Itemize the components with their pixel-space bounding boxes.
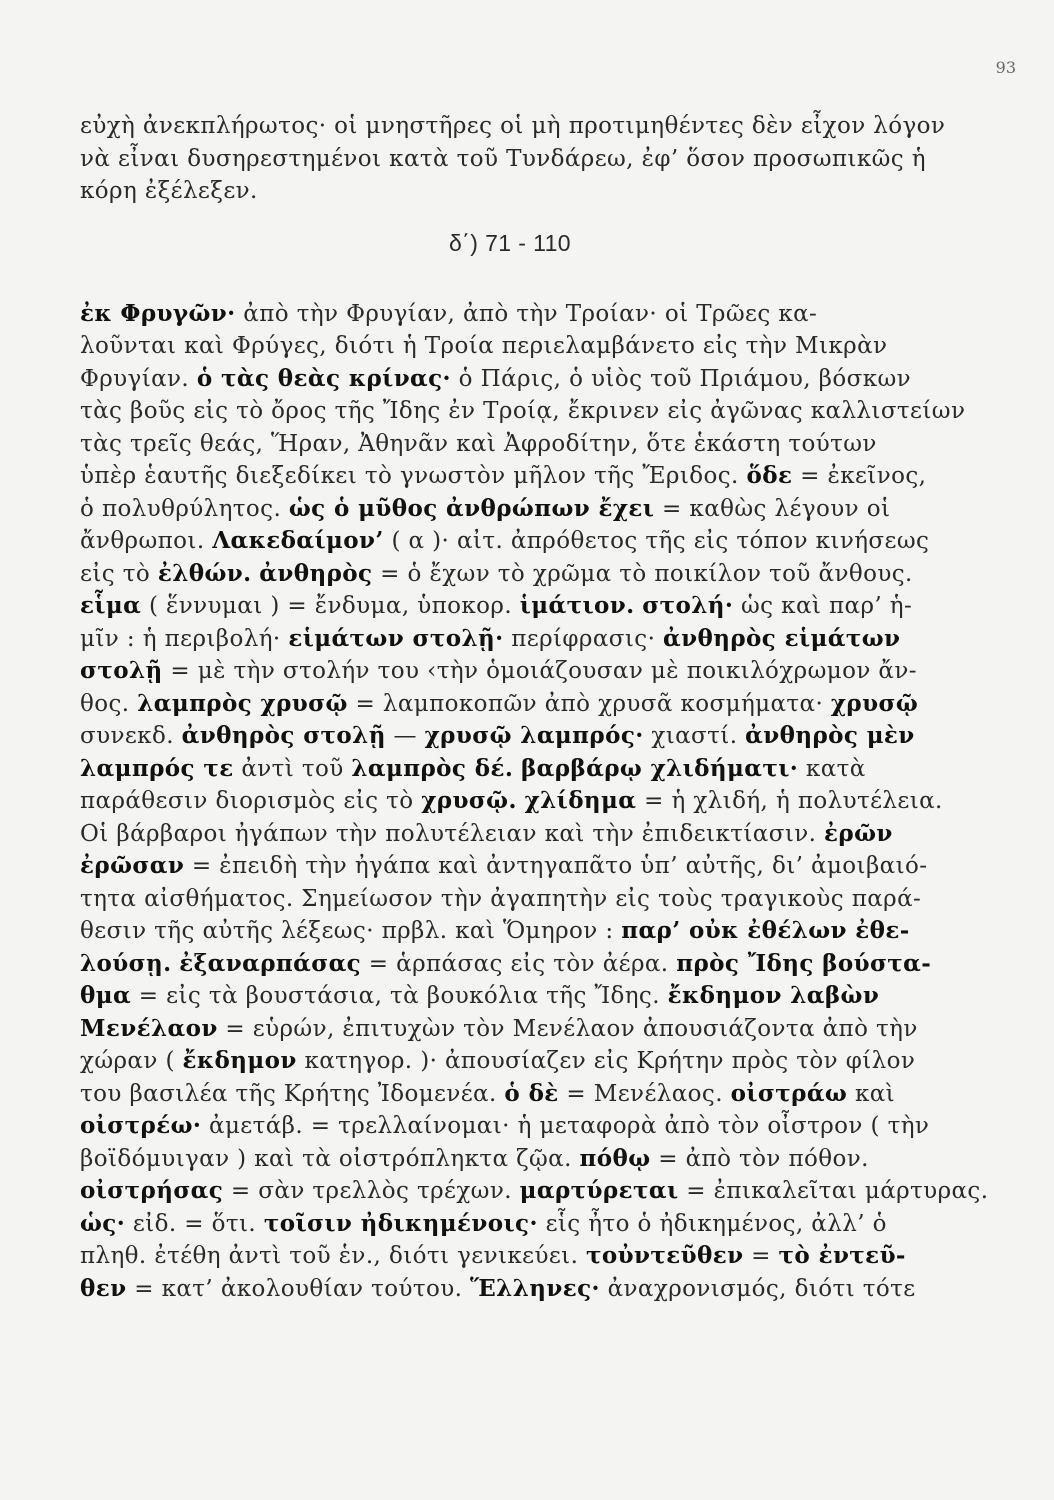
page-number: 93 — [995, 58, 1016, 77]
page-content — [80, 110, 989, 1305]
gloss-text: = σὰν τρελλὸς τρέχων. — [223, 1178, 520, 1204]
lemma: ἱμάτιον. — [519, 592, 635, 619]
lemma: θμα — [80, 982, 132, 1009]
text-line — [80, 753, 940, 786]
lemma: Ἕλληνες· — [470, 1274, 600, 1302]
gloss-text: = λαμποκοπῶν ἀπὸ χρυσᾶ κοσμήματα· — [347, 690, 831, 717]
text-line — [80, 493, 940, 526]
gloss-text: τὰς βοῦς εἰς τὸ ὄρος τῆς Ἴδης ἐν Τροίᾳ, ἔκρινεν εἰς ἀγῶνας καλλιστείων — [80, 398, 966, 424]
text-line — [80, 720, 940, 753]
gloss-text: πληθ. ἐτέθη ἀντὶ τοῦ ἑν., διότι γενικεύει. — [80, 1243, 587, 1269]
gloss-text: ( ἕννυμαι ) = ἔνδυμα, ὑποκορ. — [141, 593, 520, 619]
text-line — [80, 1143, 940, 1176]
gloss-text: ἀπὸ τὴν Φρυγίαν, ἀπὸ τὴν Τροίαν· οἱ Τρῶες κα- — [235, 300, 818, 327]
gloss-text: = ἁρπάσας εἰς τὸν ἀέρα. — [361, 950, 677, 977]
gloss-text: ὑπὲρ ἑαυτῆς διεξεδίκει τὸ γνωστὸν μῆλον τῆς Ἔριδος. — [80, 463, 747, 489]
text-line — [80, 1208, 940, 1241]
gloss-text: θεσιν τῆς αὐτῆς λέξεως· πρβλ. καὶ Ὅμηρον : — [80, 918, 622, 944]
lemma: ἐκ Φρυγῶν· — [80, 299, 236, 327]
text-line — [80, 850, 940, 883]
gloss-text: ἄνθρωποι. — [80, 528, 213, 554]
lemma: τὸ ἐντεῦ- — [778, 1242, 906, 1269]
text-line: κόρη ἐξέλεξεν. — [80, 178, 258, 204]
lemma: Μενέλαον — [80, 1014, 218, 1042]
lemma: λαμπρός τε — [80, 754, 234, 782]
gloss-text: βοϊδόμυιγαν ) καὶ τὰ οἰστρόπληκτα ζῷα. — [80, 1145, 580, 1172]
gloss-text: = εὑρών, ἐπιτυχὼν τὸν Μενέλαον ἀπουσιάζοντα ἀπὸ τὴν — [217, 1015, 918, 1042]
text-line — [80, 1110, 940, 1143]
lemma: οἰστρήσας — [80, 1177, 224, 1204]
gloss-text: τητα αἰσθήματος. Σημείωσον τὴν ἀγαπητὴν εἰς τοὺς τραγικοὺς παρά- — [80, 885, 922, 912]
lemma: ἀνθηρὸς στολῇ — [181, 722, 386, 749]
lemma: ἐρῶν — [824, 819, 893, 847]
text-line — [80, 363, 940, 396]
lemma: ἀνθηρὸς εἱμάτων — [663, 624, 901, 652]
lemma: τοῖσιν ἠδικημένοις· — [263, 1209, 538, 1237]
text-line — [80, 883, 940, 916]
gloss-text: χώραν ( — [80, 1048, 183, 1074]
text-line: εὐχὴ ἀνεκπλήρωτος· οἱ μνηστῆρες οἱ μὴ προτιμηθέντες δὲν εἶχον λόγον — [80, 113, 946, 139]
gloss-text: παράθεσιν διορισμὸς εἰς τὸ — [80, 788, 422, 814]
text-line — [80, 1175, 989, 1208]
text-line — [80, 298, 940, 331]
lemma: βαρβάρῳ χλιδήματι· — [520, 754, 799, 782]
lemma: χρυσῷ. — [421, 787, 517, 814]
gloss-text: = ἐπικαλεῖται μάρτυρας. — [678, 1178, 989, 1204]
gloss-text: χιαστί. — [643, 723, 746, 749]
gloss-text: καὶ — [847, 1080, 896, 1107]
gloss-text: του βασιλέα τῆς Κρήτης Ἰδομενέα. — [80, 1080, 505, 1107]
gloss-text: ὁ πολυθρύλητος. — [80, 495, 289, 522]
gloss-text: = Μενέλαος. — [558, 1080, 731, 1107]
gloss-text: — — [385, 723, 425, 749]
lemma: ὡς ὁ μῦθος ἀνθρώπων ἔχει — [288, 494, 655, 522]
lemma: ἀνθηρὸς — [259, 559, 373, 587]
lemma: ὁ τὰς θεὰς κρίνας· — [196, 364, 451, 392]
lemma: στολῇ — [80, 657, 163, 684]
text-line — [80, 460, 940, 493]
gloss-text: ὁ Πάρις, ὁ υἱὸς τοῦ Πριάμου, βόσκων — [450, 365, 912, 392]
text-line — [80, 948, 940, 981]
text-line — [80, 818, 940, 851]
gloss-text: ἀμετάβ. = τρελλαίνομαι· ἡ μεταφορὰ ἀπὸ τὸν οἶστρον ( τὴν — [201, 1113, 930, 1139]
text-line — [80, 428, 940, 461]
commentary-body — [80, 298, 989, 1306]
gloss-text: περίφρασις· — [503, 625, 663, 652]
text-line — [80, 623, 940, 656]
gloss-text: εἰδ. = ὅτι. — [125, 1210, 264, 1237]
gloss-text: = ἐπειδὴ τὴν ἠγάπα καὶ ἀντηγαπᾶτο ὑπ’ αὐτῆς, δι’ ἀμοιβαιό- — [184, 853, 928, 879]
lemma: παρ’ οὐκ ἐθέλων ἐθε- — [621, 917, 910, 944]
section-heading: δ΄) 71 - 110 — [448, 229, 571, 256]
gloss-text: = — [743, 1243, 779, 1269]
gloss-text: ἀναχρονισμός, διότι τότε — [599, 1275, 916, 1302]
lemma: ἀνθηρὸς μὲν — [745, 722, 915, 749]
lemma: ἐξαναρπάσας — [179, 949, 362, 977]
gloss-text: θος. — [80, 690, 138, 717]
gloss-text — [513, 756, 521, 782]
gloss-text: Οἱ βάρβαροι ἠγάπων τὴν πολυτέλειαν καὶ τὴν ἐπιδεικτίασιν. — [80, 820, 825, 847]
gloss-text — [517, 788, 525, 814]
gloss-text: κατηγορ. )· ἀπουσίαζεν εἰς Κρήτην πρὸς τὸν φίλον — [296, 1048, 916, 1074]
gloss-text: = ἀπὸ τὸν πόθον. — [650, 1145, 869, 1172]
gloss-text: ἀντὶ τοῦ — [233, 755, 352, 782]
gloss-text: λοῦνται καὶ Φρύγες, διότι ἡ Τροία περιελαμβάνετο εἰς τὴν Μικρὰν — [80, 333, 888, 359]
gloss-text: Φρυγίαν. — [80, 365, 197, 392]
text-line — [80, 915, 940, 948]
text-line — [80, 1045, 940, 1078]
lemma: χρυσῷ — [830, 689, 919, 717]
lemma: λαμπρὸς δέ. — [351, 754, 514, 782]
gloss-text: ὡς καὶ παρ’ ἡ- — [733, 593, 913, 619]
gloss-text: = ἐκεῖνος, — [792, 463, 927, 489]
gloss-text: εἷς ἦτο ὁ ἠδικημένος, ἀλλ’ ὁ — [537, 1210, 887, 1237]
gloss-text: κατὰ — [798, 755, 866, 782]
lemma: χλίδημα — [524, 787, 637, 814]
lemma: τοὐντεῦθεν — [586, 1242, 744, 1269]
text-line — [80, 688, 940, 721]
lemma: λαμπρὸς χρυσῷ — [137, 689, 348, 717]
lemma: πόθῳ — [579, 1144, 651, 1172]
text-line — [80, 785, 943, 818]
text-line — [80, 558, 940, 591]
lemma: οἰστράω — [730, 1079, 848, 1107]
lemma: στολή· — [642, 592, 734, 619]
gloss-text: = ὁ ἔχων τὸ χρῶμα τὸ ποικίλον τοῦ ἄνθους. — [372, 560, 913, 587]
text-line — [80, 590, 940, 623]
text-line — [80, 1240, 940, 1273]
lemma: λούσῃ. — [80, 949, 172, 977]
gloss-text: μῖν : ἡ περιβολή· — [80, 625, 289, 652]
lemma: οἰστρέω· — [80, 1112, 202, 1139]
lemma: πρὸς Ἴδης βούστα- — [676, 949, 932, 977]
lemma: μαρτύρεται — [519, 1177, 679, 1204]
lemma: ὡς· — [80, 1209, 126, 1237]
lemma: ἔκδημον — [182, 1047, 297, 1074]
text-line — [80, 655, 940, 688]
gloss-text: ( α )· αἰτ. ἀπρόθετος τῆς εἰς τόπον κινήσεως — [383, 528, 930, 554]
text-line — [80, 1273, 940, 1306]
text-line: νὰ εἶναι δυσηρεστημένοι κατὰ τοῦ Τυνδάρεω, ἐφ’ ὅσον προσωπικῶς ἡ — [80, 145, 926, 172]
gloss-text: = εἰς τὰ βουστάσια, τὰ βουκόλια τῆς Ἴδης. — [131, 983, 668, 1009]
lemma: ἐρῶσαν — [80, 852, 185, 879]
text-line — [80, 395, 966, 428]
text-line — [80, 330, 940, 363]
gloss-text: τὰς τρεῖς θεάς, Ἥραν, Ἀθηνᾶν καὶ Ἀφροδίτην, ὅτε ἑκάστη τούτων — [80, 430, 877, 457]
gloss-text: = καθὼς λέγουν οἱ — [654, 495, 891, 522]
text-line — [80, 525, 940, 558]
lemma: ἔκδημον λαβὼν — [667, 982, 880, 1009]
gloss-text: = κατ’ ἀκολουθίαν τούτου. — [126, 1275, 471, 1302]
text-line — [80, 1078, 940, 1111]
gloss-text: = μὲ τὴν στολήν του ‹τὴν ὁμοιάζουσαν μὲ ποικιλόχρωμον ἄν- — [162, 658, 917, 684]
lemma: ὁ δὲ — [504, 1079, 559, 1107]
lemma: εἷμα — [80, 592, 142, 619]
lemma: ὅδε — [746, 462, 793, 489]
text-line — [80, 980, 940, 1013]
lemma: θεν — [80, 1274, 127, 1302]
gloss-text: = ἡ χλιδή, ἡ πολυτέλεια. — [636, 788, 943, 814]
intro-paragraph — [80, 110, 946, 208]
lemma: Λακεδαίμον’ — [212, 527, 384, 554]
lemma: χρυσῷ λαμπρός· — [424, 722, 644, 749]
lemma: ἐλθών. — [157, 559, 252, 587]
gloss-text: συνεκδ. — [80, 723, 182, 749]
text-line — [80, 1013, 940, 1046]
gloss-text: εἰς τὸ — [80, 560, 158, 587]
lemma: εἱμάτων στολῇ· — [288, 624, 504, 652]
